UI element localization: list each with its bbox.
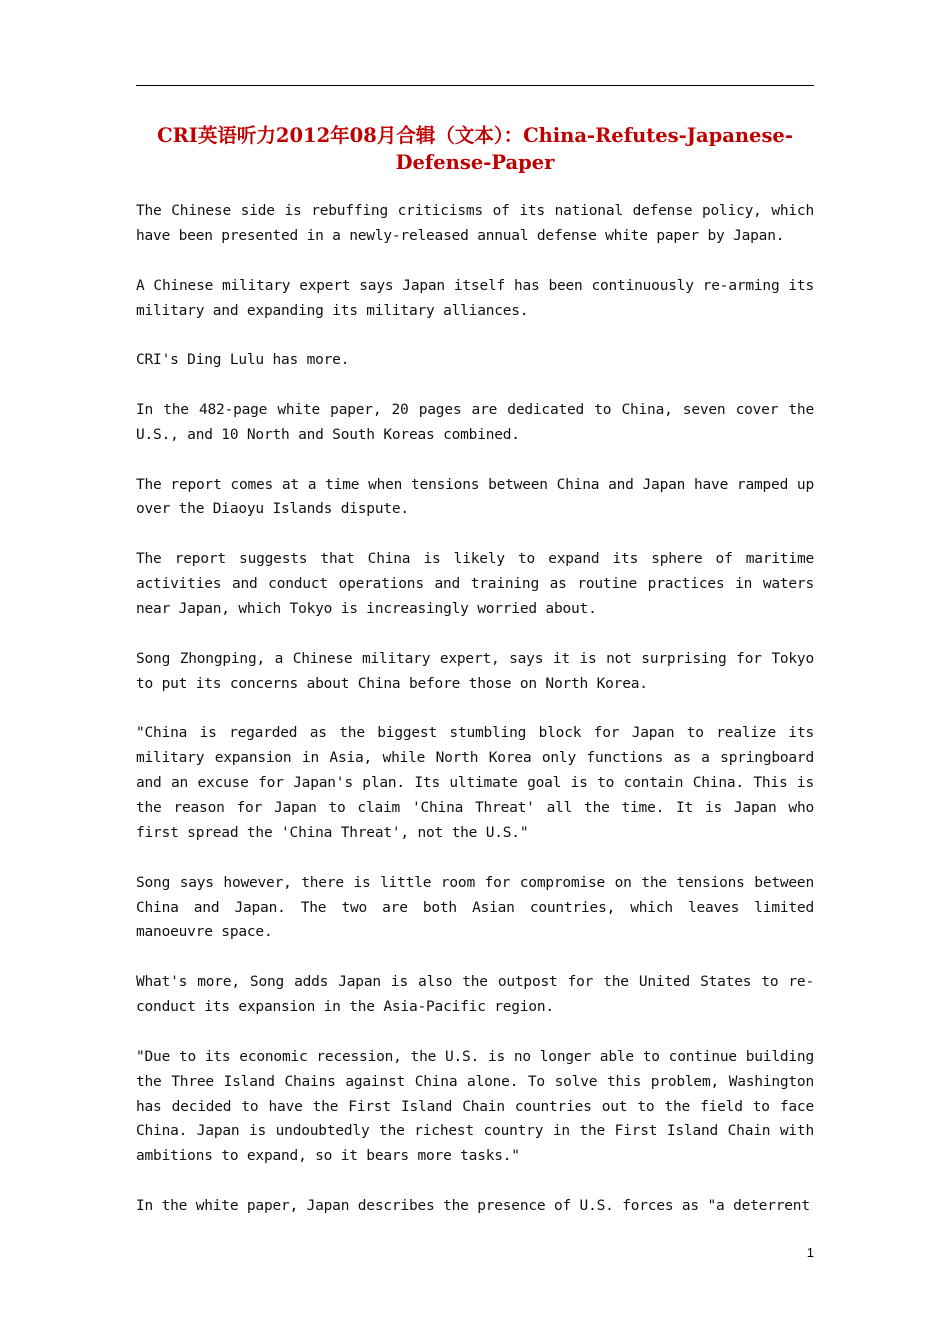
paragraph: A Chinese military expert says Japan itself has been continuously re-arming its military and expanding its military alliances. (136, 277, 814, 319)
page-number: 1 (806, 1245, 814, 1260)
paragraph: What's more, Song adds Japan is also the outpost for the United States to re-conduct its expansion in the Asia-Pacific region. (136, 974, 814, 1016)
quote-paragraph: "Due to its economic recession, the U.S. is no longer able to continue building the Three Island Chains against China alone. To solve this problem, Washington has decided to have the First Island Chain countries out to the field to face China. Japan is undoubtedly the richest country in the First Island Chain with ambitions to expand, so it bears more tasks." (136, 1048, 814, 1165)
quote-paragraph: "China is regarded as the biggest stumbling block for Japan to realize its military expansion in Asia, while North Korea only functions as a springboard and an excuse for Japan's plan. Its ultimate goal is to contain China. This is the reason for Japan to claim 'China Threat' all the time. It is Japan who first spread the 'China Threat', not the U.S." (136, 725, 814, 841)
paragraph: The Chinese side is rebuffing criticisms of its national defense policy, which have been presented in a newly-released annual defense white paper by Japan. (136, 203, 814, 244)
paragraph: Song Zhongping, a Chinese military expert, says it is not surprising for Tokyo to put its concerns about China before those on North Korea. (136, 650, 814, 692)
paragraph: In the white paper, Japan describes the presence of U.S. forces as "a deterrent (136, 1198, 810, 1215)
paragraph: The report suggests that China is likely to expand its sphere of maritime activities and conduct operations and training as routine practices in waters near Japan, which Tokyo is increasingly worried about. (136, 551, 814, 617)
document-title: CRI英语听力2012年08月合辑（文本）：China-Refutes-Japanese-Defense-Paper (157, 124, 793, 174)
paragraph: Song says however, there is little room for compromise on the tensions between China and Japan. The two are both Asian countries, which leaves limited manoeuvre space. (136, 874, 814, 941)
paragraph: In the 482-page white paper, 20 pages are dedicated to China, seven cover the U.S., and 10 North and South Koreas combined. (136, 401, 814, 443)
document-body (136, 199, 814, 1244)
paragraph: CRI's Ding Lulu has more. (136, 352, 350, 369)
header-rule (136, 85, 814, 86)
paragraph: The report comes at a time when tensions between China and Japan have ramped up over the Diaoyu Islands dispute. (136, 476, 814, 518)
